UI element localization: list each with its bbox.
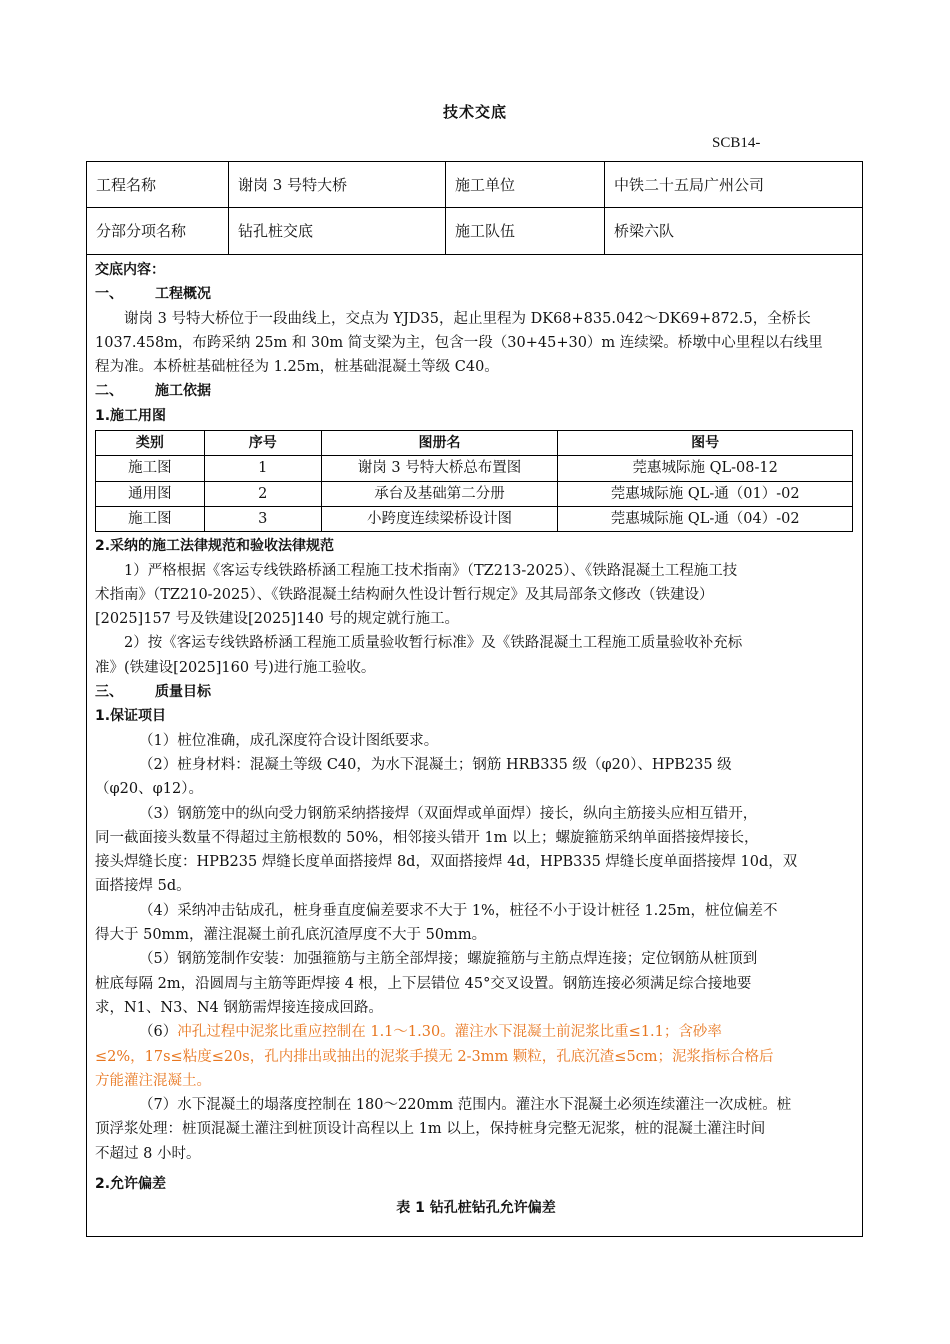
table-cell: 施工图 (96, 506, 205, 531)
paragraph-line: 不超过 8 小时。 (95, 1145, 201, 1162)
paragraph-line: 面搭接焊 5d。 (95, 878, 191, 895)
project-name-value: 谢岗 3 号特大桥 (229, 162, 446, 207)
paragraph-line: 得大于 50mm，灌注混凝土前孔底沉渣厚度不大于 50mm。 (95, 927, 487, 944)
paragraph-line: [2025]157 号及铁建设[2025]140 号的规定就行施工。 (95, 611, 459, 628)
table-cell: 施工图 (96, 456, 205, 481)
table-cell: 莞惠城际施 QL-08-12 (558, 456, 853, 481)
table-header-cell: 图册名 (321, 431, 558, 456)
paragraph-line: 2）按《客运专线铁路桥涵工程施工质量验收暂行标准》及《铁路混凝土工程施工质量验收补充标 (124, 635, 743, 652)
paragraph-line: 术指南》（TZ210-2025）、《铁路混凝土结构耐久性设计暂行规定》及其局部条文修改（铁建设） (95, 586, 714, 603)
subsection-tolerance: 2.允许偏差 (95, 1175, 167, 1192)
table-row (96, 506, 853, 531)
sub-item-label: 分部分项名称 (87, 207, 229, 254)
construction-unit-value: 中铁二十五局广州公司 (614, 176, 765, 194)
section-1-heading: 一、 工程概况 (95, 286, 211, 303)
disclosure-form (86, 161, 863, 1237)
table-cell: 莞惠城际施 QL-通（04）-02 (558, 506, 853, 531)
table-cell: 承台及基础第二分册 (321, 481, 558, 506)
team-label: 施工队伍 (446, 207, 605, 254)
paragraph-line: （2）桩身材料：混凝土等级 C40，为水下混凝土；钢筋 HRB335 级（φ20）、HPB235 级 (139, 756, 732, 773)
table-cell: 2 (204, 481, 321, 506)
paragraph-line: （4）采纳冲击钻成孔，桩身垂直度偏差要求不大于 1%，桩径不小于设计桩径 1.25m，桩位偏差不 (139, 902, 778, 919)
paragraph-line: 桩底每隔 2m，沿圆周与主筋等距焊接 4 根，上下层错位 45°交叉设置。钢筋连接必须满足综合接地要 (95, 975, 752, 992)
paragraph-line: （φ20、φ12）。 (95, 781, 203, 798)
paragraph-line: （5）钢筋笼制作安装：加强箍筋与主筋全部焊接；螺旋箍筋与主筋点焊连接；定位钢筋从桩顶到 (139, 951, 758, 968)
sub-item-value: 钻孔桩交底 (229, 207, 446, 254)
table-1-caption: 表 1 钻孔桩钻孔允许偏差 (396, 1200, 556, 1217)
paragraph-line: 谢岗 3 号特大桥位于一段曲线上，交点为 YJD35，起止里程为 DK68+835.042～DK69+872.5，全桥长 (124, 310, 811, 327)
table-row (96, 456, 853, 481)
paragraph-line: 程为准。本桥桩基础桩径为 1.25m，桩基础混凝土等级 C40。 (95, 359, 499, 376)
paragraph-line: 顶浮浆处理：桩顶混凝土灌注到桩顶设计高程以上 1m 以上，保持桩身完整无泥浆，桩的混凝土灌注时间 (95, 1121, 766, 1138)
highlighted-paragraph-line: 方能灌注混凝土。 (95, 1072, 211, 1089)
paragraph-line: 同一截面接头数量不得超过主筋根数的 50%，相邻接头错开 1m 以上；螺旋箍筋采纳单面搭接焊接长， (95, 829, 759, 846)
table-header-cell: 类别 (96, 431, 205, 456)
subsection-drawings: 1.施工用图 (95, 407, 167, 424)
header-row-part (87, 207, 862, 255)
section-2-heading: 二、 施工依据 (95, 383, 211, 400)
team-value: 桥梁六队 (614, 222, 675, 240)
paragraph-line: 准》(铁建设[2025]160 号)进行施工验收。 (95, 659, 376, 676)
paragraph-line: 求，N1、N3、N4 钢筋需焊接连接成回路。 (95, 999, 383, 1016)
section-3-heading: 三、 质量目标 (95, 684, 211, 701)
table-cell: 1 (204, 456, 321, 481)
table-cell: 3 (204, 506, 321, 531)
disclosure-content (95, 258, 857, 1221)
table-row (96, 481, 853, 506)
table-cell: 小跨度连续梁桥设计图 (321, 506, 558, 531)
table-header-row (96, 431, 853, 456)
paragraph-line: （1）桩位准确，成孔深度符合设计图纸要求。 (139, 732, 439, 749)
subsection-guarantee: 1.保证项目 (95, 708, 167, 725)
table-cell: 谢岗 3 号特大桥总布置图 (321, 456, 558, 481)
table-header-cell: 图号 (558, 431, 853, 456)
highlighted-paragraph-line: ≤2%，17s≤粘度≤20s，孔内排出或抽出的泥浆手摸无 2-3mm 颗粒，孔底沉渣≤5cm；泥浆指标合格后 (95, 1048, 774, 1065)
paragraph-line: 1037.458m，布跨采纳 25m 和 30m 简支梁为主，包含一段（30+45+30）m 连续梁。桥墩中心里程以右线里 (95, 334, 823, 351)
table-header-cell: 序号 (204, 431, 321, 456)
content-label: 交底内容： (95, 262, 165, 278)
subsection-standards: 2.采纳的施工法律规范和验收法律规范 (95, 538, 335, 555)
document-number: SCB14- (712, 135, 761, 151)
highlighted-paragraph-line: （6）冲孔过程中泥浆比重应控制在 1.1～1.30。灌注水下混凝土前泥浆比重≤1.1；含砂率 (139, 1024, 722, 1041)
paragraph-line: 接头焊缝长度：HPB235 焊缝长度单面搭接焊 8d，双面搭接焊 4d，HPB335 焊缝长度单面搭接焊 10d，双 (95, 854, 798, 871)
construction-unit-label: 施工单位 (446, 162, 605, 207)
table-cell: 通用图 (96, 481, 205, 506)
project-name-label: 工程名称 (87, 162, 229, 207)
document-title: 技术交底 (442, 103, 507, 121)
drawings-table (95, 430, 853, 532)
paragraph-line: （3）钢筋笼中的纵向受力钢筋采纳搭接焊（双面焊或单面焊）接长，纵向主筋接头应相互错开， (139, 805, 758, 822)
table-cell: 莞惠城际施 QL-通（01）-02 (558, 481, 853, 506)
paragraph-line: （7）水下混凝土的塌落度控制在 180～220mm 范围内。灌注水下混凝土必须连续灌注一次成桩。桩 (139, 1097, 792, 1114)
header-row-project (87, 162, 862, 208)
paragraph-line: 1）严格根据《客运专线铁路桥涵工程施工技术指南》（TZ213-2025）、《铁路混凝土工程施工技 (124, 562, 738, 579)
